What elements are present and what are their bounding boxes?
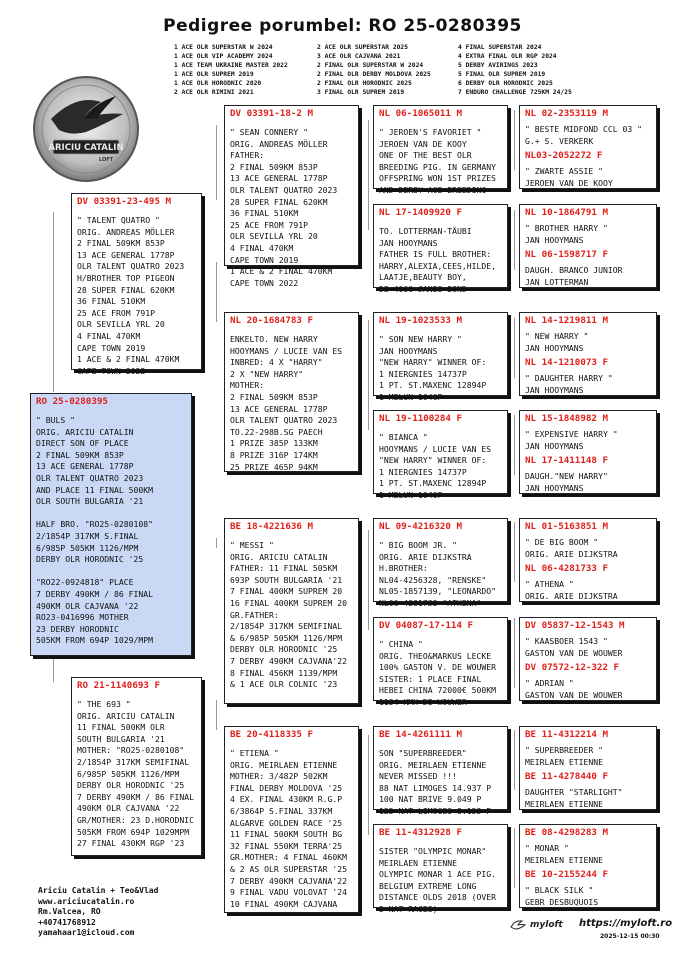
page-title: Pedigree porumbel: RO 25-0280395	[163, 16, 522, 36]
father-card	[71, 193, 202, 376]
achievement-item: 1 ACE OLR SUPREM 2019	[174, 71, 254, 78]
ring-number: NL 19-1100284 F	[379, 413, 462, 424]
ring-number: RO 25-0280395	[36, 396, 108, 407]
pedigree-line: DERBY OLR HORODNIC '25	[77, 780, 185, 791]
ring-number: BE 11-4278440 F	[525, 771, 608, 783]
subject-pigeon-card	[30, 393, 192, 656]
pedigree-line: " SEAN CONNERY "	[230, 127, 308, 137]
pedigree-line: & 2 AS OLR SUPERSTAR '25	[230, 863, 347, 874]
pedigree-line: 36 FINAL 510KM	[230, 208, 299, 219]
pedigree-line: OLR TALENT QUATRO 2023	[36, 472, 144, 483]
ring-number: DV 04087-17-114 F	[379, 620, 474, 631]
pedigree-line: 490KM OLR CAJVANA '22	[36, 600, 139, 611]
pedigree-line: 32 FINAL 550KM TERRA'25	[230, 840, 343, 851]
ggp-card-3	[373, 312, 508, 402]
achievement-item: 7 ENDURO CHALLENGE 725KM 24/25	[458, 89, 572, 96]
pedigree-line: 1 NIERGNIES 14737P	[379, 368, 467, 379]
pedigree-line: 2 FINAL 509KM 853P	[230, 391, 318, 402]
gggp-card-5	[519, 518, 657, 602]
gggp-card-6	[519, 617, 657, 701]
pedigree-line: 13 ACE GENERAL 1778P	[230, 173, 328, 184]
pedigree-line: 2/1854P 317KM SEMIFINAL	[77, 756, 190, 767]
ring-number: NL 09-4216320 M	[379, 521, 462, 532]
pedigree-line: NL04-4256328, "RENSKE"	[379, 574, 487, 585]
pedigree-line: ORIG. ARICIU CATALIN	[36, 426, 134, 437]
pedigree-line: JEROEN VAN DE KOOY	[525, 177, 613, 188]
pedigree-line: SISTER "OLYMPIC MONAR"	[379, 846, 487, 856]
pedigree-line: DAUGH."NEW HARRY"	[525, 471, 608, 482]
gggp-card-1	[519, 105, 657, 189]
ring-number: NL 01-5163851 M	[525, 521, 608, 532]
pedigree-line: FATHER IS FULL BROTHER:	[379, 249, 492, 260]
pedigree-line: " MESSI "	[230, 540, 274, 550]
pedigree-line: ONE OF THE BEST OLR	[379, 150, 472, 161]
pedigree-line: 7 DERBY 490KM CAJVANA'22	[230, 655, 347, 666]
paternal-grandfather-card	[224, 105, 359, 288]
owner-name: Ariciu Catalin + Teo&Vlad	[38, 886, 159, 895]
ring-number: NL 17-1411148 F	[525, 455, 608, 467]
pedigree-line: 13 ACE GENERAL 1778P	[230, 403, 328, 414]
pedigree-line: " CHINA "	[379, 639, 423, 649]
pedigree-line: 100 NAT BRIVE 9.049 P	[379, 794, 482, 805]
pedigree-line: ORIG. ARICIU CATALIN	[230, 551, 328, 562]
pedigree-line: " BULS "	[36, 415, 75, 425]
pedigree-line: ORIG. MEIRLAEN ETIENNE	[230, 759, 338, 770]
pedigree-line: 13 ACE GENERAL 1778P	[77, 249, 175, 260]
ring-number: RO 21-1140693 F	[77, 680, 160, 691]
gggp-card-7	[519, 726, 657, 810]
pedigree-line: SOUTH BULGARIA '21	[77, 733, 165, 744]
pedigree-line: " JEROEN'S FAVORIET "	[379, 127, 482, 137]
pedigree-line: TO.22-298B.SG PAECH	[230, 426, 323, 437]
logo-text: ARICIU CATALIN	[48, 143, 124, 153]
footer-url[interactable]: https://myloft.ro	[579, 918, 673, 929]
pedigree-line: OFFSPRING WON 1ST PRIZES	[379, 173, 496, 184]
paternal-grandmother-card	[224, 312, 359, 472]
pedigree-line: INBRED: 4 X "HARRY"	[230, 357, 323, 368]
achievement-item: 4 EXTRA FINAL OLR RGP 2024	[458, 53, 557, 60]
ring-number: DV 03391-23-495 M	[77, 196, 172, 207]
owner-city: Rm.Valcea, RO	[38, 907, 101, 917]
pedigree-line: G.+ S. VERKERK	[525, 135, 594, 146]
pedigree-line: BREEDING PIG. IN GERMANY	[379, 161, 496, 172]
ggp-card-6	[373, 617, 508, 707]
ggp-card-1	[373, 105, 508, 195]
pedigree-line: " BIG BOOM JR. "	[379, 540, 457, 550]
pedigree-line: 4 EX. FINAL 430KM R.G.P	[230, 794, 343, 805]
pedigree-line: 1 NIERGNIES 14737P	[379, 466, 467, 477]
pedigree-line: " EXPENSIVE HARRY "	[525, 429, 618, 439]
achievement-item: 2 FINAL OLR SUPERSTAR W 2024	[317, 62, 424, 69]
pedigree-line: GR.FATHER:	[230, 609, 279, 620]
achievement-item: 2 ACE OLR SUPERSTAR 2025	[317, 44, 408, 51]
pedigree-line: "RO22-0924818" PLACE	[36, 577, 134, 588]
pedigree-line: AND PLACE 11 FINAL 500KM	[36, 484, 153, 495]
mother-card	[71, 677, 202, 856]
achievement-item: 6 DERBY OLR HORODNIC 2025	[458, 80, 553, 87]
pedigree-line: ORIG. ARICIU CATALIN	[77, 710, 175, 721]
pedigree-line: GASTON VAN DE WOUWER	[525, 647, 623, 658]
pedigree-line: 25 PRIZE 465P 94KM	[230, 461, 318, 472]
pedigree-line: DERBY OLR HORODNIC '25	[36, 554, 144, 565]
gggp-card-3	[519, 312, 657, 396]
pedigree-line: 23 DERBY HORODNIC	[36, 623, 119, 634]
pigeon-icon	[510, 918, 526, 932]
ring-number: BE 08-4298283 M	[525, 827, 608, 838]
ring-number: NL 06-1598717 F	[525, 249, 608, 261]
gggp-card-8	[519, 824, 657, 908]
pedigree-line: HOOYMANS / LUCIE VAN ES	[230, 345, 343, 356]
pedigree-line: 2/1854P 317KM SEMIFINAL	[230, 621, 343, 632]
pedigree-line: 8 PRIZE 316P 174KM	[230, 449, 318, 460]
pedigree-line: MEIRLAEN ETIENNE	[525, 798, 603, 809]
achievement-item: 1 ACE OLR SUPERSTAR W 2024	[174, 44, 273, 51]
pedigree-line: FATHER:	[230, 150, 265, 161]
ggp-card-7	[373, 726, 508, 816]
pedigree-line: 693P SOUTH BULGARIA '21	[230, 574, 343, 585]
pedigree-line: FINAL DERBY MOLDOVA '25	[230, 782, 343, 793]
pedigree-line: NL06-4281733 "ATHENA"	[379, 597, 482, 608]
ring-number: NL 17-1409920 F	[379, 207, 462, 218]
pedigree-line: OLR TALENT QUATRO 2023	[77, 261, 185, 272]
pedigree-line: OLR SOUTH BULGARIA '21	[36, 496, 144, 507]
owner-contact	[38, 886, 158, 939]
ring-number: DV 07572-12-322 F	[525, 662, 620, 674]
ring-number: NL 02-2353119 M	[525, 108, 608, 119]
pedigree-line: GEBR DESBUQUOIS	[525, 896, 599, 907]
pedigree-line: " TALENT QUATRO "	[77, 215, 160, 225]
pedigree-line: CAPE TOWN 2019	[77, 342, 146, 353]
pedigree-line: DIRECT SON OF PLACE	[36, 438, 129, 449]
pedigree-line: " DE BIG BOOM "	[525, 537, 599, 547]
pedigree-line: H/BROTHER TOP PIGEON	[77, 272, 175, 283]
pedigree-line: 16 FINAL 400KM SUPREM 20	[230, 597, 347, 608]
pedigree-line: HALF BRO. "RO25-0280108"	[36, 519, 153, 530]
pedigree-line: GASTON VAN DE WOUWER	[525, 689, 623, 700]
pedigree-line: 2/1854P 317KM S.FINAL	[36, 530, 139, 541]
achievements-col-1	[174, 43, 288, 97]
pedigree-line: " SON NEW HARRY "	[379, 334, 462, 344]
pedigree-line: & 6/985P 505KM 1126/MPM	[230, 632, 343, 643]
pedigree-line: 9 FINAL VADU VOLOVAT '24	[230, 887, 347, 898]
pedigree-line: " SUPERBREEDER "	[525, 745, 603, 755]
loft-logo	[31, 74, 141, 184]
pedigree-line: 28 SUPER FINAL 620KM	[230, 196, 328, 207]
pedigree-line: 6/985P 505KM 1126/MPM	[77, 768, 180, 779]
pedigree-line: 8 FINAL 456KM 1139/MPM	[230, 667, 338, 678]
pedigree-line: ORIG. MEIRLAEN ETIENNE	[379, 759, 487, 770]
pedigree-line: 27 FINAL 430KM RGP '23	[77, 838, 185, 849]
pedigree-line: 1134 KMH DE WOUWER	[379, 696, 467, 707]
pedigree-line: 2 FINAL 509KM 853P	[77, 238, 165, 249]
pedigree-line: ORIG. ARIE DIJKSTRA	[525, 590, 618, 601]
pedigree-line: ORIG. ANDREAS MÖLLER	[77, 226, 175, 237]
pedigree-line: " ZWARTE ASSIE "	[525, 166, 603, 177]
pedigree-line: NEVER MISSED !!!	[379, 771, 457, 782]
pedigree-line: MOTHER:	[230, 380, 265, 391]
pedigree-line	[36, 508, 186, 520]
pedigree-line: 28 SUPER FINAL 620KM	[77, 284, 175, 295]
pedigree-line: 11 FINAL 500KM OLR	[77, 722, 165, 733]
pedigree-line: JEROEN VAN DE KOOY	[379, 138, 467, 149]
pedigree-line: DERBY OLR HORODNIC '25	[230, 644, 338, 655]
ring-number: NL 15-1848982 M	[525, 413, 608, 424]
pedigree-line: TO. LOTTERMAN-TÄUBI	[379, 226, 472, 236]
pedigree-line: 100% GASTON V. DE WOUWER	[379, 662, 496, 673]
pedigree-line: " BROTHER HARRY "	[525, 223, 608, 233]
pedigree-line: 7 FINAL 400KM SUPREM 20	[230, 586, 343, 597]
maternal-grandfather-card	[224, 518, 359, 704]
pedigree-line: " BESTE MIDFOND CCL 03 "	[525, 124, 642, 134]
pedigree-line: HEBEI CHINA 72000€ 500KM	[379, 685, 496, 696]
pedigree-line: HOOYMANS / LUCIE VAN ES	[379, 443, 492, 454]
pedigree-line: JAN HOOYMANS	[525, 234, 584, 245]
ggp-card-5	[373, 518, 508, 608]
pedigree-line: ORIG. ARIE DIJKSTRA	[525, 548, 618, 559]
achievement-item: 1 ACE TEAM UKRAINE MASTER 2022	[174, 62, 288, 69]
ring-number: BE 18-4221636 M	[230, 521, 313, 532]
pedigree-line: " BLACK SILK "	[525, 885, 594, 896]
pedigree-line: MOTHER: "RO25-0280108"	[77, 745, 185, 756]
pedigree-line: 4 FINAL 470KM	[230, 242, 294, 253]
gggp-card-2	[519, 204, 657, 288]
pedigree-line: 7 DERBY 490KM / 86 FINAL	[77, 791, 194, 802]
pedigree-line: 88 NAT LIMOGES 14.937 P	[379, 782, 492, 793]
pedigree-line: " NEW HARRY "	[525, 331, 589, 341]
pedigree-line: "NEW HARRY" WINNER OF:	[379, 455, 487, 466]
achievement-item: 5 DERBY AVIRINGS 2023	[458, 62, 538, 69]
pedigree-line: AND DERBY ACE BREEDING	[379, 184, 487, 195]
pedigree-line: DAUGH. BRANCO JUNIOR	[525, 265, 623, 276]
pedigree-line: " MONAR "	[525, 843, 569, 853]
ring-number: DV 03391-18-2 M	[230, 108, 313, 119]
owner-website[interactable]: www.ariciucatalin.ro	[38, 896, 135, 906]
pedigree-line: " KAASBOER 1543 "	[525, 636, 608, 646]
pedigree-line: OLR SEVILLA YRL 20	[77, 319, 165, 330]
pedigree-line: ALGARVE GOLDEN RACE '25	[230, 817, 343, 828]
owner-email[interactable]: yamahaar1@icloud.com	[38, 928, 135, 938]
ring-number: BE 10-2155244 F	[525, 869, 608, 881]
pedigree-line: SISTER: 1 PLACE FINAL	[379, 673, 482, 684]
pedigree-line: JAN HOOYMANS	[525, 482, 584, 493]
pedigree-line: DE 4000 JANES BOND	[379, 283, 467, 294]
pedigree-line: 13 ACE GENERAL 1778P	[36, 461, 134, 472]
pedigree-line: OLYMPIC MONAR 1 ACE PIG.	[379, 869, 496, 880]
achievement-item: 5 FINAL OLR SUPREM 2019	[458, 71, 546, 78]
ring-number: BE 14-4261111 M	[379, 729, 462, 740]
pedigree-line: 4 FINAL 470KM	[77, 330, 141, 341]
ring-number: BE 11-4312214 M	[525, 729, 608, 740]
pedigree-line: DAUGHTER "STARLIGHT"	[525, 787, 623, 798]
pedigree-line: CAPE TOWN 2022	[230, 277, 299, 288]
pedigree-line: " BIANCA "	[379, 432, 428, 442]
ggp-card-8	[373, 824, 508, 914]
pedigree-line: 1 MELUN 1046P	[379, 391, 443, 402]
achievement-item: 4 FINAL SUPERSTAR 2024	[458, 44, 542, 51]
pedigree-line: 6/985P 505KM 1126/MPM	[36, 542, 139, 553]
pedigree-line: 2 X "NEW HARRY"	[230, 368, 304, 379]
pedigree-line: OLR SEVILLA YRL 20	[230, 231, 318, 242]
ring-number: NL 19-1023533 M	[379, 315, 462, 326]
pedigree-line: 1 MELUN 1046P	[379, 489, 443, 500]
pedigree-line: LAATJE,BEAUTY BOY,	[379, 272, 467, 283]
pedigree-line: JAN HOOYMANS	[379, 345, 438, 356]
achievements-col-2	[317, 43, 431, 97]
pedigree-line: JAN LOTTERMAN	[525, 276, 589, 287]
pedigree-line: ENKELTO. NEW HARRY	[230, 334, 318, 344]
pedigree-line: " ADRIAN "	[525, 678, 574, 689]
ring-number: BE 11-4312928 F	[379, 827, 462, 838]
pedigree-line: 11 FINAL 500KM SOUTH BG	[230, 829, 343, 840]
pedigree-line: 1 PT. ST.MAXENC 12894P	[379, 380, 487, 391]
ggp-card-2	[373, 204, 508, 294]
pedigree-line: H.BROTHER:	[379, 563, 428, 574]
pedigree-line: BELGIUM EXTREME LONG	[379, 880, 477, 891]
pedigree-line: HARRY,ALEXIA,CEES,HILDE,	[379, 260, 496, 271]
pedigree-line: "NEW HARRY" WINNER OF:	[379, 357, 487, 368]
pedigree-line: ORIG. ANDREAS MÖLLER	[230, 138, 328, 149]
pedigree-line: 5 NAT RACES)	[379, 903, 438, 914]
pedigree-line: " THE 693 "	[77, 699, 131, 709]
gggp-card-4	[519, 410, 657, 494]
myloft-brand	[510, 918, 563, 932]
achievements-col-3	[458, 43, 572, 97]
ring-number: NL 06-1065011 M	[379, 108, 462, 119]
pedigree-line: 1 PT. ST.MAXENC 12894P	[379, 478, 487, 489]
pedigree-line: SON "SUPERBREEDER"	[379, 748, 467, 758]
ring-number: NL 06-4281733 F	[525, 563, 608, 575]
pedigree-line: ORIG. ARIE DIJKSTRA	[379, 551, 472, 562]
pedigree-line: 1 ACE & 2 FINAL 470KM	[230, 266, 333, 277]
ring-number: BE 20-4118335 F	[230, 729, 313, 740]
pedigree-line: 505KM FROM 694P 1029MPM	[77, 826, 190, 837]
pedigree-line: " ETIENA "	[230, 748, 279, 758]
pedigree-line: JAN HOOYMANS	[525, 384, 584, 395]
pedigree-line: 7 DERBY 490KM / 86 FINAL	[36, 588, 153, 599]
pedigree-line: JAN HOOYMANS	[525, 342, 584, 353]
pedigree-line: MEIRLAEN ETIENNE	[379, 857, 457, 868]
pedigree-line: 490KM OLR CAJVANA '22	[77, 803, 180, 814]
pedigree-line: JAN HOOYMANS	[379, 237, 438, 248]
logo-subtext: LOFT	[99, 157, 114, 163]
ring-number: NL 14-1210073 F	[525, 357, 608, 369]
maternal-grandmother-card	[224, 726, 359, 913]
print-date: 2025-12-15 00:30	[600, 933, 660, 940]
pedigree-line: & 1 ACE OLR COLNIC '23	[230, 679, 338, 690]
pedigree-line: CAPE TOWN 2019	[230, 254, 299, 265]
pedigree-line: 25 ACE FROM 791P	[230, 219, 308, 230]
pedigree-line: 6/3864P S.FINAL 337KM	[230, 805, 333, 816]
pedigree-line: 1 ACE & 2 FINAL 470KM	[77, 354, 180, 365]
achievement-item: 2 ACE OLR RIMINI 2021	[174, 89, 254, 96]
brand-name: myloft	[530, 920, 563, 930]
achievement-item: 3 FINAL OLR SUPREM 2019	[317, 89, 405, 96]
pedigree-line: MEIRLAEN ETIENNE	[525, 756, 603, 767]
pedigree-line: 505KM FROM 694P 1029/MPM	[36, 635, 153, 646]
pedigree-line: 36 FINAL 510KM	[77, 296, 146, 307]
pedigree-line: OLR TALENT QUATRO 2023	[230, 184, 338, 195]
achievement-item: 1 ACE OLR HORODNIC 2020	[174, 80, 262, 87]
pedigree-line: GR.MOTHER: 4 FINAL 460KM	[230, 852, 347, 863]
pedigree-line: OLR TALENT QUATRO 2023	[230, 415, 338, 426]
achievement-item: 2 FINAL OLR HORODNIC 2025	[317, 80, 412, 87]
pedigree-line: 10 FINAL 490KM CAJVANA	[230, 898, 338, 909]
pedigree-line: JAN HOOYMANS	[525, 440, 584, 451]
pedigree-line: DISTANCE OLDS 2018 (OVER	[379, 892, 496, 903]
pedigree-line: 2 FINAL 509KM 853P	[230, 161, 318, 172]
ggp-card-4	[373, 410, 508, 500]
achievement-item: 1 ACE OLR VIP ACADEMY 2024	[174, 53, 273, 60]
pedigree-line: 2 FINAL 509KM 853P	[36, 449, 124, 460]
pedigree-line: MOTHER: 3/482P 502KM	[230, 771, 328, 782]
pedigree-line	[36, 566, 186, 578]
pedigree-line: FATHER: 11 FINAL 505KM	[230, 563, 338, 574]
pedigree-line: 7 DERBY 490KM CAJVANA'22	[230, 875, 347, 886]
pedigree-line: 125 NAT LIMOGES 8.153 P	[379, 805, 492, 816]
achievement-item: 2 FINAL OLR DERBY MOLDOVA 2025	[317, 71, 431, 78]
ring-number: NL 14-1219811 M	[525, 315, 608, 326]
achievement-item: 3 ACE OLR CAJVANA 2021	[317, 53, 401, 60]
ring-number: NL 10-1864791 M	[525, 207, 608, 218]
pedigree-line: CAPE TOWN 2022	[77, 365, 146, 376]
pedigree-line: " DAUGHTER HARRY "	[525, 373, 613, 384]
ring-number: NL 20-1684783 F	[230, 315, 313, 326]
ring-number: NL03-2052272 F	[525, 150, 603, 162]
pedigree-line: " ATHENA "	[525, 579, 574, 590]
pedigree-line: ORIG. THEO&MARKUS LECKE	[379, 650, 492, 661]
pedigree-line: 25 ACE FROM 791P	[77, 307, 155, 318]
owner-phone: +40741768912	[38, 917, 96, 927]
ring-number: DV 05837-12-1543 M	[525, 620, 625, 631]
pedigree-line: NL05-1857139, "LEONARDO"	[379, 586, 496, 597]
pedigree-line: 1 PRIZE 385P 133KM	[230, 438, 318, 449]
pedigree-line: MEIRLAEN ETIENNE	[525, 854, 603, 865]
pedigree-line: RO23-0416996 MOTHER	[36, 612, 129, 623]
pedigree-line: GR/MOTHER: 23 D.HORODNIC	[77, 814, 194, 825]
